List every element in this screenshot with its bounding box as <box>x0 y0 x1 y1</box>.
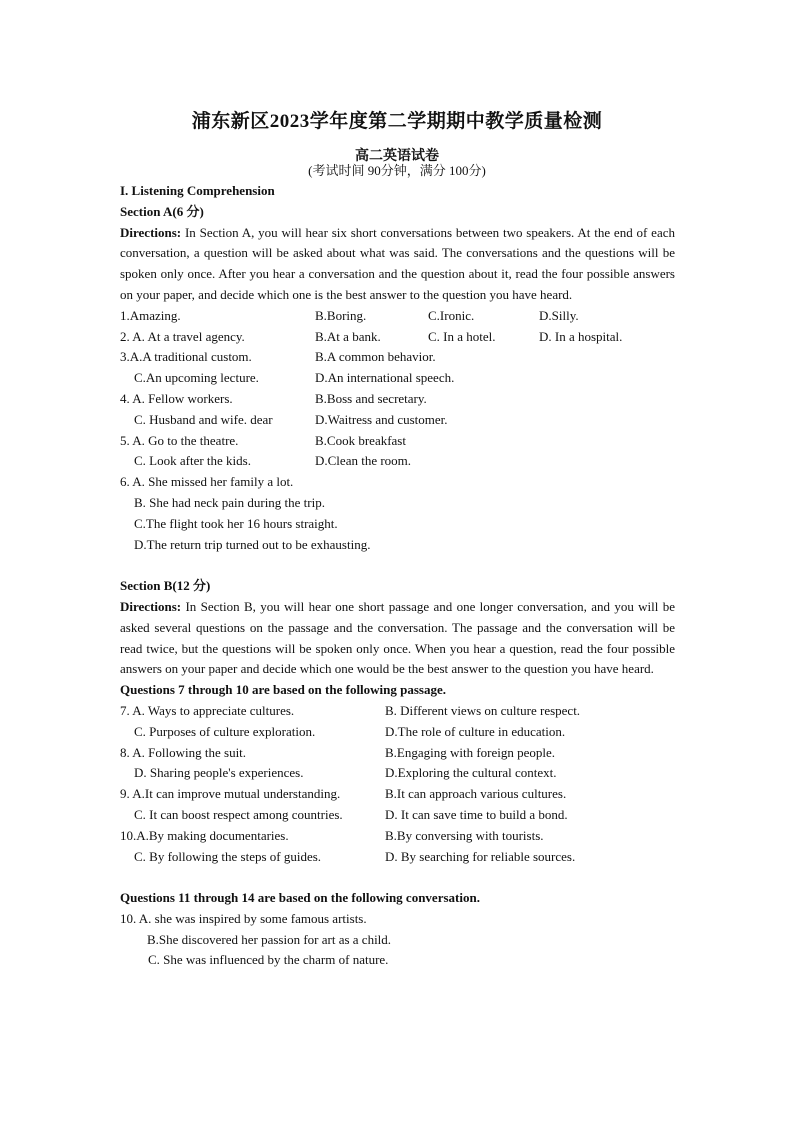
directions-text: In Section A, you will hear six short conversations between two speakers. At the end of each conversation, a question will be asked about what was said. The conversations and the questions will be spoken only once. After you hear a conversation and the question about it, read the four possible answers on your paper, and decide which one is the best answer to the question you have heard. <box>120 224 675 302</box>
passage-questions-heading: Questions 7 through 10 are based on the following passage. <box>120 682 447 698</box>
option: B.It can approach various cultures. <box>385 786 567 802</box>
question-2 <box>120 327 675 348</box>
question-8 <box>120 743 675 764</box>
question-11-c <box>120 950 675 971</box>
option: 3.A.A traditional custom. <box>120 349 252 365</box>
option: 5. A. Go to the theatre. <box>120 432 239 448</box>
directions-label: Directions: <box>120 598 182 614</box>
question-9 <box>120 784 675 805</box>
option: B.Boring. <box>315 307 367 323</box>
option: D.The role of culture in education. <box>385 723 566 739</box>
section-b-directions <box>120 597 675 680</box>
question-6-d <box>120 535 675 556</box>
option: D.Silly. <box>539 307 579 323</box>
option: 6. A. She missed her family a lot. <box>120 474 294 490</box>
option: 2. A. At a travel agency. <box>120 328 245 344</box>
option: 7. A. Ways to appreciate cultures. <box>120 702 295 718</box>
exam-body <box>120 181 675 971</box>
option: C. Purposes of culture exploration. <box>134 723 316 739</box>
paper-subtitle: 高二英语试卷 <box>355 149 439 164</box>
exam-time-note: (考试时间 90分钟，满分 100分) <box>308 163 486 178</box>
option: B.She discovered her passion for art as a child. <box>147 931 392 947</box>
page-title: 浦东新区2023学年度第二学期期中教学质量检测 <box>191 111 603 132</box>
option: 10.A.By making documentaries. <box>120 827 289 843</box>
directions-text: In Section B, you will hear one short passage and one longer conversation, and you will be asked several questions on the passage and the conversation. The passage and the conversation will be read twice, but the questions will be spoken only once. When you hear a question, read the four possible answers on your paper and decide which one would be the best answer to the question you have heard. <box>120 598 675 677</box>
option: D. By searching for reliable sources. <box>385 848 576 864</box>
question-4-cont <box>120 410 675 431</box>
option: B.A common behavior. <box>315 349 436 365</box>
section-b-heading: Section B(12 分) <box>120 578 211 594</box>
question-4 <box>120 389 675 410</box>
option: D.Waitress and customer. <box>315 411 448 427</box>
question-3 <box>120 347 675 368</box>
question-6-c <box>120 514 675 535</box>
option: B.Engaging with foreign people. <box>385 744 556 760</box>
option: B. Different views on culture respect. <box>385 702 581 718</box>
question-5-cont <box>120 451 675 472</box>
option: C. In a hotel. <box>428 328 496 344</box>
question-7-cont <box>120 722 675 743</box>
part-heading: I. Listening Comprehension <box>120 183 275 198</box>
option: 10. A. she was inspired by some famous artists. <box>120 910 367 926</box>
option: C.An upcoming lecture. <box>134 370 259 386</box>
option: B.Cook breakfast <box>315 432 406 448</box>
question-10-cont <box>120 847 675 868</box>
question-7 <box>120 701 675 722</box>
option: D. In a hospital. <box>539 328 623 344</box>
question-5 <box>120 431 675 452</box>
option: C. It can boost respect among countries. <box>134 806 343 822</box>
option: C. Look after the kids. <box>134 453 251 469</box>
question-6 <box>120 472 675 493</box>
option: D. It can save time to build a bond. <box>385 806 568 822</box>
question-11-b <box>120 930 675 951</box>
option: C. Husband and wife. dear <box>134 411 273 427</box>
option: D. Sharing people's experiences. <box>134 765 304 781</box>
option: 9. A.It can improve mutual understanding. <box>120 786 341 802</box>
option: C. She was influenced by the charm of nature. <box>148 952 389 968</box>
option: D.Clean the room. <box>315 453 412 469</box>
option: C.Ironic. <box>428 307 475 323</box>
option: C.The flight took her 16 hours straight. <box>134 515 338 531</box>
question-10 <box>120 826 675 847</box>
question-1 <box>120 306 675 327</box>
option: B.At a bank. <box>315 328 381 344</box>
option: 8. A. Following the suit. <box>120 744 247 760</box>
option: 1.Amazing. <box>120 307 181 323</box>
spacer <box>120 555 675 576</box>
question-3-cont <box>120 368 675 389</box>
section-a-heading: Section A(6 分) <box>120 203 204 219</box>
option: D.Exploring the cultural context. <box>385 765 557 781</box>
option: D.The return trip turned out to be exhausting. <box>134 536 371 552</box>
conversation-questions-heading: Questions 11 through 14 are based on the following conversation. <box>120 890 480 906</box>
option: B. She had neck pain during the trip. <box>134 494 325 510</box>
question-6-b <box>120 493 675 514</box>
option: C. By following the steps of guides. <box>134 848 322 864</box>
directions-label: Directions: <box>120 224 182 240</box>
question-11 <box>120 909 675 930</box>
option: B.Boss and secretary. <box>315 390 427 406</box>
option: D.An international speech. <box>315 370 455 386</box>
question-9-cont <box>120 805 675 826</box>
option: B.By conversing with tourists. <box>385 827 544 843</box>
option: 4. A. Fellow workers. <box>120 390 233 406</box>
spacer <box>120 867 675 888</box>
section-a-directions <box>120 223 675 306</box>
question-8-cont <box>120 763 675 784</box>
